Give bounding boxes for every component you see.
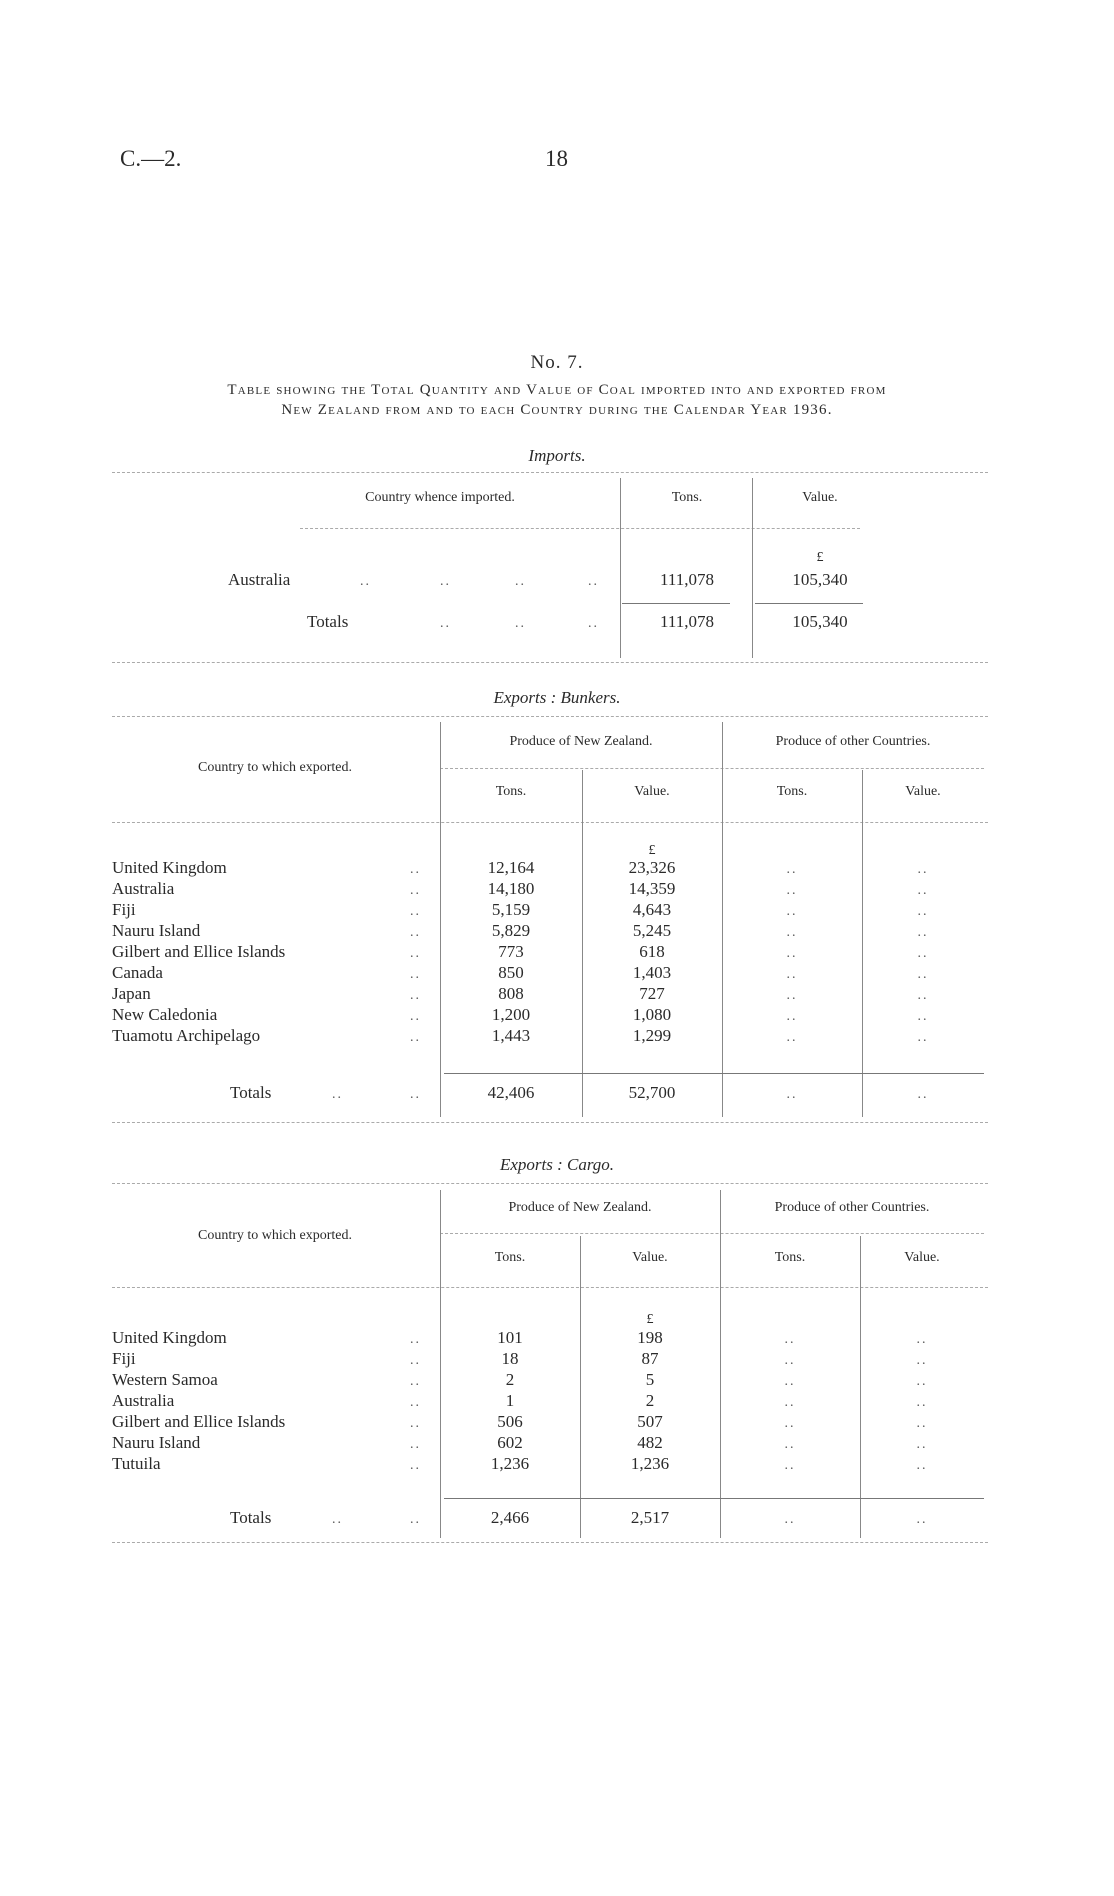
bunkers-row-other-tons: ..	[786, 946, 798, 961]
bunkers-currency-symbol: £	[648, 843, 656, 858]
bunkers-other-value-header: Value.	[905, 784, 941, 799]
bunkers-row-other-tons: ..	[786, 925, 798, 940]
cargo-row-tons: 1	[505, 1391, 515, 1410]
page-number: 18	[545, 146, 568, 171]
bunkers-row-other-value: ..	[917, 988, 929, 1003]
table-caption-line-2: New Zealand from and to each Country during the Calendar Year 1936.	[281, 402, 833, 418]
bunkers-country-header: Country to which exported.	[198, 760, 352, 775]
cargo-totals-other-value: ..	[916, 1512, 928, 1527]
cargo-group-other-header: Produce of other Countries.	[774, 1200, 930, 1215]
bunkers-row-value: 1,080	[632, 1005, 672, 1024]
leader-dots: ..	[410, 1353, 421, 1368]
bunkers-row-other-tons: ..	[786, 904, 798, 919]
imports-value-header: Value.	[802, 490, 838, 505]
bunkers-group-other-header: Produce of other Countries.	[775, 734, 931, 749]
bunkers-row-other-tons: ..	[786, 862, 798, 877]
bunkers-row-tons: 12,164	[487, 858, 535, 877]
imports-tons-header: Tons.	[671, 490, 703, 505]
bunkers-row-country: Australia	[112, 879, 175, 898]
cargo-row-other-value: ..	[916, 1416, 928, 1431]
leader-dots: ..	[410, 904, 421, 919]
leader-dots: ..	[332, 1512, 343, 1527]
bunkers-title: Exports : Bunkers.	[493, 688, 621, 707]
leader-dots: ..	[410, 1512, 421, 1527]
imports-top-rule	[112, 472, 988, 473]
cargo-bottom-rule	[112, 1542, 988, 1543]
imports-col-divider-2	[752, 478, 753, 658]
bunkers-totals-label: Totals	[230, 1083, 272, 1102]
bunkers-row-value: 14,359	[628, 879, 676, 898]
leader-dots: ..	[440, 616, 451, 631]
bunkers-row-other-tons: ..	[786, 1009, 798, 1024]
leader-dots: ..	[410, 1416, 421, 1431]
leader-dots: ..	[410, 1395, 421, 1410]
cargo-row-other-tons: ..	[784, 1395, 796, 1410]
cargo-row-tons: 101	[497, 1328, 523, 1347]
bunkers-nz-value-header: Value.	[634, 784, 670, 799]
bunkers-row-other-value: ..	[917, 967, 929, 982]
cargo-row-other-tons: ..	[784, 1374, 796, 1389]
leader-dots: ..	[410, 925, 421, 940]
bunkers-row-country: United Kingdom	[112, 858, 227, 877]
bunkers-row-country: Canada	[112, 963, 163, 982]
cargo-row-other-value: ..	[916, 1332, 928, 1347]
bunkers-row-other-value: ..	[917, 1030, 929, 1045]
cargo-row-value: 507	[637, 1412, 663, 1431]
cargo-row-tons: 18	[501, 1349, 519, 1368]
imports-totals-tons: 111,078	[660, 612, 714, 631]
bunkers-totals-other-value: ..	[917, 1087, 929, 1102]
leader-dots: ..	[410, 1030, 421, 1045]
imports-row-country: Australia	[228, 570, 291, 589]
leader-dots: ..	[410, 1374, 421, 1389]
bunkers-row-other-value: ..	[917, 925, 929, 940]
bunkers-bottom-rule	[112, 1122, 988, 1123]
cargo-currency-symbol: £	[646, 1312, 654, 1327]
cargo-row-country: United Kingdom	[112, 1328, 227, 1347]
leader-dots: ..	[410, 862, 421, 877]
bunkers-nz-tons-header: Tons.	[495, 784, 527, 799]
imports-totals-value: 105,340	[792, 612, 848, 631]
cargo-row-tons: 506	[497, 1412, 523, 1431]
table-caption-line-1: Table showing the Total Quantity and Value of Coal imported into and exported from	[227, 382, 887, 398]
bunkers-row-other-value: ..	[917, 1009, 929, 1024]
bunkers-row-value: 618	[639, 942, 665, 961]
imports-subtotal-rule-value	[755, 603, 863, 604]
cargo-totals-value: 2,517	[630, 1508, 670, 1527]
cargo-subtotal-rule	[444, 1498, 984, 1499]
cargo-nz-tons-header: Tons.	[494, 1250, 526, 1265]
cargo-row-other-value: ..	[916, 1374, 928, 1389]
bunkers-row-value: 1,403	[632, 963, 672, 982]
bunkers-row-country: Tuamotu Archipelago	[112, 1026, 261, 1045]
cargo-row-country: Western Samoa	[112, 1370, 218, 1389]
imports-row-tons: 111,078	[660, 570, 714, 589]
imports-title: Imports.	[528, 446, 586, 465]
bunkers-row-other-value: ..	[917, 904, 929, 919]
bunkers-top-rule	[112, 716, 988, 717]
bunkers-group-rule	[440, 768, 984, 769]
leader-dots: ..	[410, 946, 421, 961]
imports-totals-label: Totals	[307, 612, 349, 631]
leader-dots: ..	[440, 574, 451, 589]
bunkers-row-country: Nauru Island	[112, 921, 201, 940]
bunkers-row-tons: 808	[498, 984, 524, 1003]
bunkers-row-value: 1,299	[632, 1026, 672, 1045]
bunkers-row-country: New Caledonia	[112, 1005, 218, 1024]
bunkers-subtotal-rule	[444, 1073, 984, 1074]
leader-dots: ..	[410, 988, 421, 1003]
bunkers-row-country: Gilbert and Ellice Islands	[112, 942, 286, 961]
table-number: No. 7.	[530, 352, 584, 373]
cargo-row-other-tons: ..	[784, 1416, 796, 1431]
imports-col-divider-1	[620, 478, 621, 658]
bunkers-row-value: 727	[639, 984, 665, 1003]
bunkers-row-tons: 773	[498, 942, 524, 961]
cargo-row-other-value: ..	[916, 1437, 928, 1452]
bunkers-totals-tons: 42,406	[487, 1083, 535, 1102]
cargo-other-tons-header: Tons.	[774, 1250, 806, 1265]
cargo-row-country: Tutuila	[112, 1454, 161, 1473]
bunkers-other-tons-header: Tons.	[776, 784, 808, 799]
bunkers-col-divider-4	[862, 770, 863, 1117]
leader-dots: ..	[332, 1087, 343, 1102]
imports-bottom-rule	[112, 662, 988, 663]
cargo-row-value: 5	[645, 1370, 655, 1389]
leader-dots: ..	[410, 1009, 421, 1024]
cargo-row-country: Gilbert and Ellice Islands	[112, 1412, 286, 1431]
leader-dots: ..	[410, 883, 421, 898]
cargo-row-other-value: ..	[916, 1353, 928, 1368]
bunkers-row-country: Japan	[112, 984, 151, 1003]
cargo-group-rule	[440, 1233, 984, 1234]
cargo-row-value: 2	[645, 1391, 655, 1410]
bunkers-row-other-value: ..	[917, 862, 929, 877]
bunkers-row-other-tons: ..	[786, 883, 798, 898]
leader-dots: ..	[588, 574, 599, 589]
cargo-row-value: 198	[637, 1328, 663, 1347]
bunkers-group-nz-header: Produce of New Zealand.	[509, 734, 653, 749]
cargo-totals-tons: 2,466	[490, 1508, 530, 1527]
bunkers-totals-value: 52,700	[628, 1083, 676, 1102]
cargo-title: Exports : Cargo.	[499, 1155, 615, 1174]
leader-dots: ..	[588, 616, 599, 631]
cargo-row-country: Nauru Island	[112, 1433, 201, 1452]
bunkers-row-value: 5,245	[632, 921, 672, 940]
cargo-row-other-tons: ..	[784, 1458, 796, 1473]
cargo-header-rule	[112, 1287, 988, 1288]
leader-dots: ..	[360, 574, 371, 589]
bunkers-totals-other-tons: ..	[786, 1087, 798, 1102]
bunkers-row-tons: 850	[498, 963, 524, 982]
bunkers-header-rule	[112, 822, 988, 823]
imports-subtotal-rule-tons	[622, 603, 730, 604]
cargo-row-value: 1,236	[630, 1454, 670, 1473]
leader-dots: ..	[410, 1458, 421, 1473]
bunkers-row-other-tons: ..	[786, 967, 798, 982]
cargo-row-value: 482	[637, 1433, 663, 1452]
bunkers-row-tons: 5,829	[491, 921, 531, 940]
cargo-totals-other-tons: ..	[784, 1512, 796, 1527]
cargo-row-other-value: ..	[916, 1395, 928, 1410]
cargo-row-tons: 1,236	[490, 1454, 530, 1473]
leader-dots: ..	[410, 1437, 421, 1452]
cargo-country-header: Country to which exported.	[198, 1228, 352, 1243]
bunkers-row-tons: 14,180	[487, 879, 535, 898]
cargo-other-value-header: Value.	[904, 1250, 940, 1265]
bunkers-row-tons: 1,443	[491, 1026, 531, 1045]
leader-dots: ..	[515, 574, 526, 589]
imports-country-header: Country whence imported.	[365, 490, 515, 505]
leader-dots: ..	[410, 1332, 421, 1347]
leader-dots: ..	[410, 967, 421, 982]
bunkers-row-other-value: ..	[917, 883, 929, 898]
cargo-row-value: 87	[641, 1349, 659, 1368]
cargo-row-tons: 2	[505, 1370, 515, 1389]
document-reference: C.—2.	[120, 146, 182, 171]
cargo-row-other-tons: ..	[784, 1353, 796, 1368]
cargo-nz-value-header: Value.	[632, 1250, 668, 1265]
bunkers-row-tons: 1,200	[491, 1005, 531, 1024]
leader-dots: ..	[515, 616, 526, 631]
cargo-totals-label: Totals	[230, 1508, 272, 1527]
bunkers-row-value: 4,643	[632, 900, 672, 919]
cargo-row-tons: 602	[497, 1433, 523, 1452]
cargo-row-other-tons: ..	[784, 1437, 796, 1452]
bunkers-row-tons: 5,159	[491, 900, 531, 919]
imports-row-value: 105,340	[792, 570, 848, 589]
cargo-row-other-value: ..	[916, 1458, 928, 1473]
cargo-top-rule	[112, 1183, 988, 1184]
cargo-row-country: Fiji	[112, 1349, 136, 1368]
bunkers-row-other-value: ..	[917, 946, 929, 961]
cargo-row-other-tons: ..	[784, 1332, 796, 1347]
bunkers-row-other-tons: ..	[786, 1030, 798, 1045]
leader-dots: ..	[410, 1087, 421, 1102]
cargo-group-nz-header: Produce of New Zealand.	[508, 1200, 652, 1215]
bunkers-row-value: 23,326	[628, 858, 676, 877]
imports-header-rule	[300, 528, 860, 529]
bunkers-row-country: Fiji	[112, 900, 136, 919]
cargo-row-country: Australia	[112, 1391, 175, 1410]
imports-currency-symbol: £	[816, 550, 824, 565]
bunkers-row-other-tons: ..	[786, 988, 798, 1003]
